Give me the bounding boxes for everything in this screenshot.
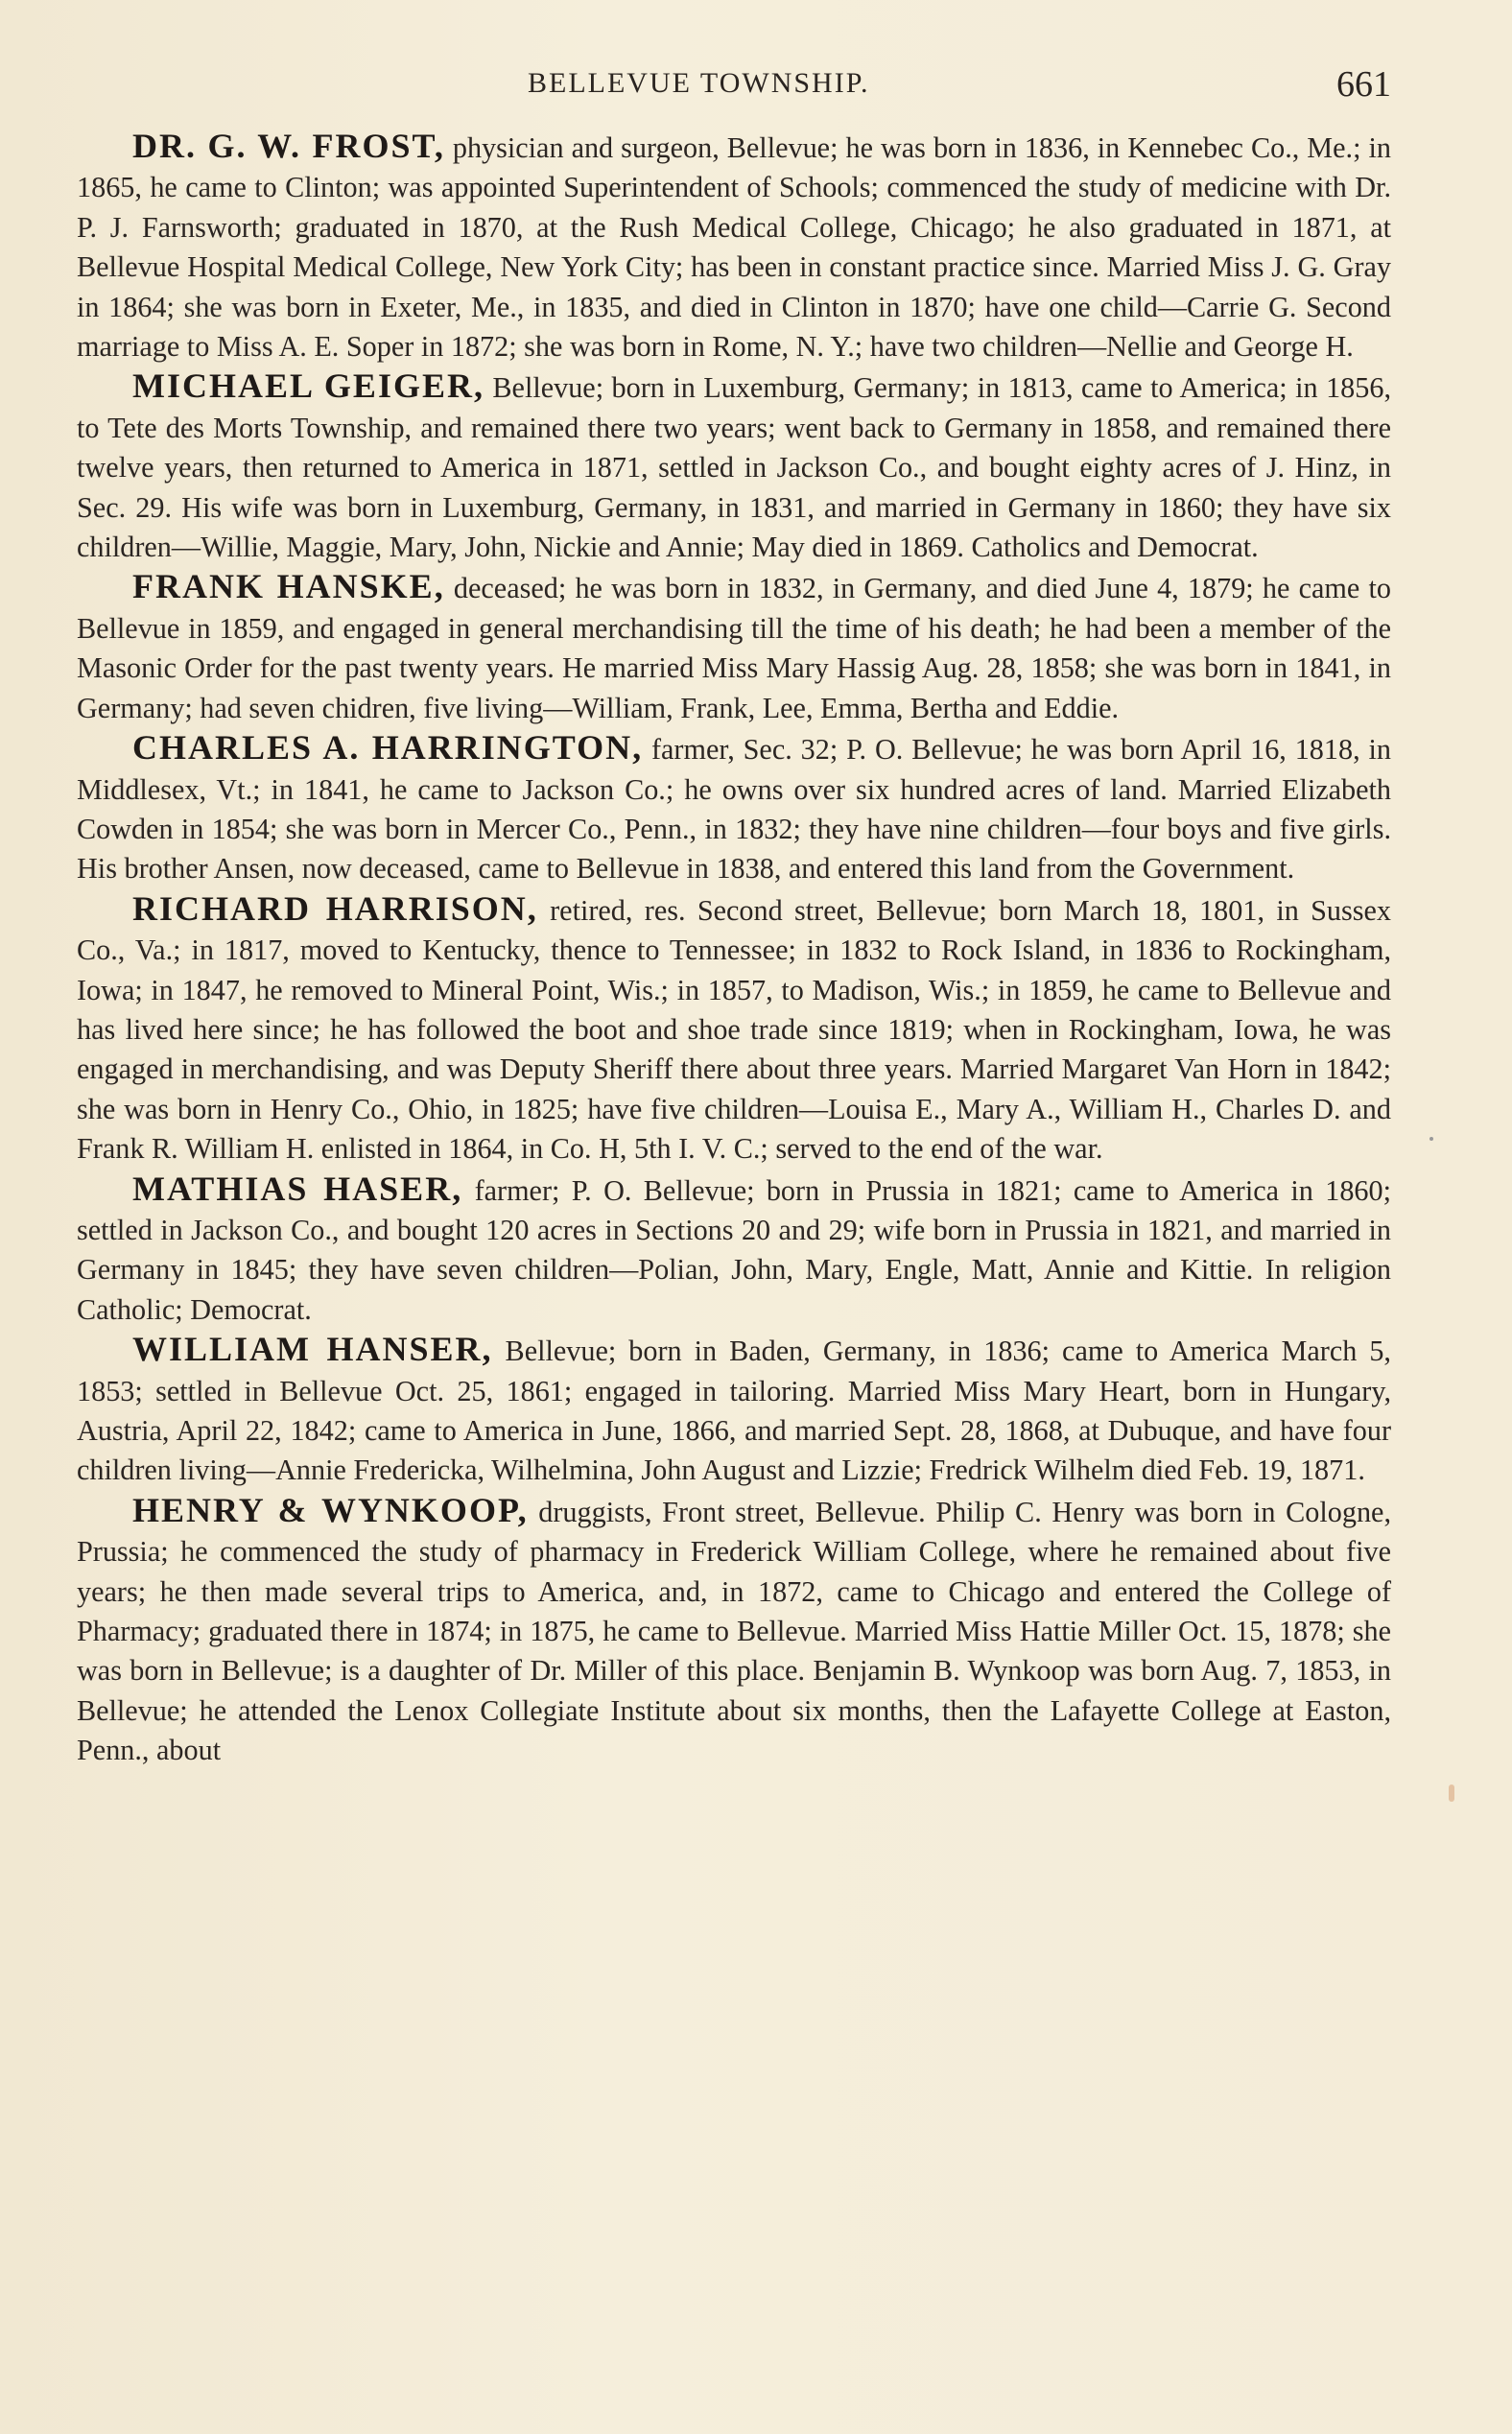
- entry-hanske: [77, 567, 1391, 728]
- entry-text: farmer; P. O. Bellevue; born in Prussia in 1821; came to America in 1860; settled in Jackson Co., and bought 120 acres in Sections 20 and 29; wife born in Prussia in 1821, and married in Germany in 1845; they have seven children—Polian, John, Mary, Engle, Matt, Annie and Kittie. In religion Catholic; Democrat.: [77, 1173, 1391, 1326]
- running-head: BELLEVUE TOWNSHIP.: [528, 67, 870, 99]
- entry-text: Bellevue; born in Luxemburg, Germany; in 1813, came to America; in 1856, to Tete des Morts Township, and remained there two years; went back to Germany in 1858, and remained there twelve years, then returned to America in 1871, settled in Jackson Co., and bought eighty acres of J. Hinz, in Sec. 29. His wife was born in Luxemburg, Germany, in 1831, and married in Germany in 1860; they have six children—Willie, Maggie, Mary, John, Nickie and Annie; May died in 1869. Catholics and Democrat.: [77, 371, 1391, 564]
- entry-name: MATHIAS HASER,: [132, 1169, 463, 1208]
- entry-name: WILLIAM HANSER,: [132, 1330, 493, 1369]
- entry-name: HENRY & WYNKOOP,: [132, 1490, 529, 1529]
- entry-text: druggists, Front street, Bellevue. Philip C. Henry was born in Cologne, Prussia; he commenced the study of pharmacy in Frederick William College, where he remained about five years; he then made several trips to America, and, in 1872, came to Chicago and entered the College of Pharmacy; graduated there in 1874; in 1875, he came to Bellevue. Married Miss Hattie Miller Oct. 15, 1878; she was born in Bellevue; is a daughter of Dr. Miller of this place. Benjamin B. Wynkoop was born Aug. 7, 1853, in Bellevue; he attended the Lenox Collegiate Institute about six months, then the Lafayette College at Easton, Penn., about: [77, 1495, 1392, 1767]
- entry-hanser: [77, 1330, 1391, 1491]
- entry-text: retired, res. Second street, Bellevue; born March 18, 1801, in Sussex Co., Va.; in 1817, moved to Kentucky, thence to Tennessee; in 1832 to Rock Island, in 1836 to Rockingham, Iowa; in 1847, he removed to Mineral Point, Wis.; in 1857, to Madison, Wis.; in 1859, he came to Bellevue and has lived here since; he has followed the boot and shoe trade since 1819; when in Rockingham, Iowa, he was engaged in merchandising, and was Deputy Sheriff there about three years. Married Margaret Van Horn in 1842; she was born in Henry Co., Ohio, in 1825; have five children—Louisa E., Mary A., William H., Charles D. and Frank R. William H. enlisted in 1864, in Co. H, 5th I. V. C.; served to the end of the war.: [77, 893, 1392, 1166]
- text-column: [77, 127, 1391, 1771]
- entry-name: RICHARD HARRISON,: [132, 888, 538, 928]
- entry-haser: [77, 1170, 1391, 1331]
- entry-henry-wynkoop: [77, 1491, 1391, 1771]
- entry-text: physician and surgeon, Bellevue; he was born in 1836, in Kennebec Co., Me.; in 1865, he came to Clinton; was appointed Superintendent of Schools; commenced the study of medicine with Dr. P. J. Farnsworth; graduated in 1870, at the Rush Medical College, Chicago; he also graduated in 1871, at Bellevue Hospital Medical College, New York City; has been in constant practice since. Married Miss J. G. Gray in 1864; she was born in Exeter, Me., in 1835, and died in Clinton in 1870; have one child—Carrie G. Second marriage to Miss A. E. Soper in 1872; she was born in Rome, N. Y.; have two children—Nellie and George H.: [77, 131, 1391, 364]
- entry-harrington: [77, 728, 1391, 889]
- entry-frost: [77, 127, 1391, 366]
- page-number: 661: [1336, 64, 1391, 105]
- entry-name: DR. G. W. FROST,: [132, 127, 445, 165]
- ink-speck: [1429, 1137, 1433, 1141]
- entry-name: MICHAEL GEIGER,: [132, 366, 484, 406]
- entry-name: FRANK HANSKE,: [132, 567, 445, 606]
- entry-text: farmer, Sec. 32; P. O. Bellevue; he was born April 16, 1818, in Middlesex, Vt.; in 1841, he came to Jackson Co.; he owns over six hundred acres of land. Married Elizabeth Cowden in 1854; she was born in Mercer Co., Penn., in 1832; they have nine children—four boys and five girls. His brother Ansen, now deceased, came to Bellevue in 1838, and entered this land from the Government.: [77, 733, 1391, 886]
- entry-text: Bellevue; born in Baden, Germany, in 1836; came to America March 5, 1853; settled in Bellevue Oct. 25, 1861; engaged in tailoring. Married Miss Mary Heart, born in Hungary, Austria, April 22, 1842; came to America in June, 1866, and married Sept. 28, 1868, at Dubuque, and have four children living—Annie Fredericka, Wilhelmina, John August and Lizzie; Fredrick Wilhelm died Feb. 19, 1871.: [77, 1335, 1391, 1487]
- paper-stain: [1449, 1784, 1454, 1802]
- entry-geiger: [77, 366, 1391, 567]
- entry-text: deceased; he was born in 1832, in Germany, and died June 4, 1879; he came to Bellevue in 1859, and engaged in general merchandising till the time of his death; he had been a member of the Masonic Order for the past twenty years. He married Miss Mary Hassig Aug. 28, 1858; she was born in 1841, in Germany; had seven chidren, five living—William, Frank, Lee, Emma, Bertha and Eddie.: [77, 572, 1391, 724]
- page-header: [77, 64, 1391, 115]
- entry-name: CHARLES A. HARRINGTON,: [132, 728, 644, 768]
- entry-harrison: [77, 889, 1391, 1170]
